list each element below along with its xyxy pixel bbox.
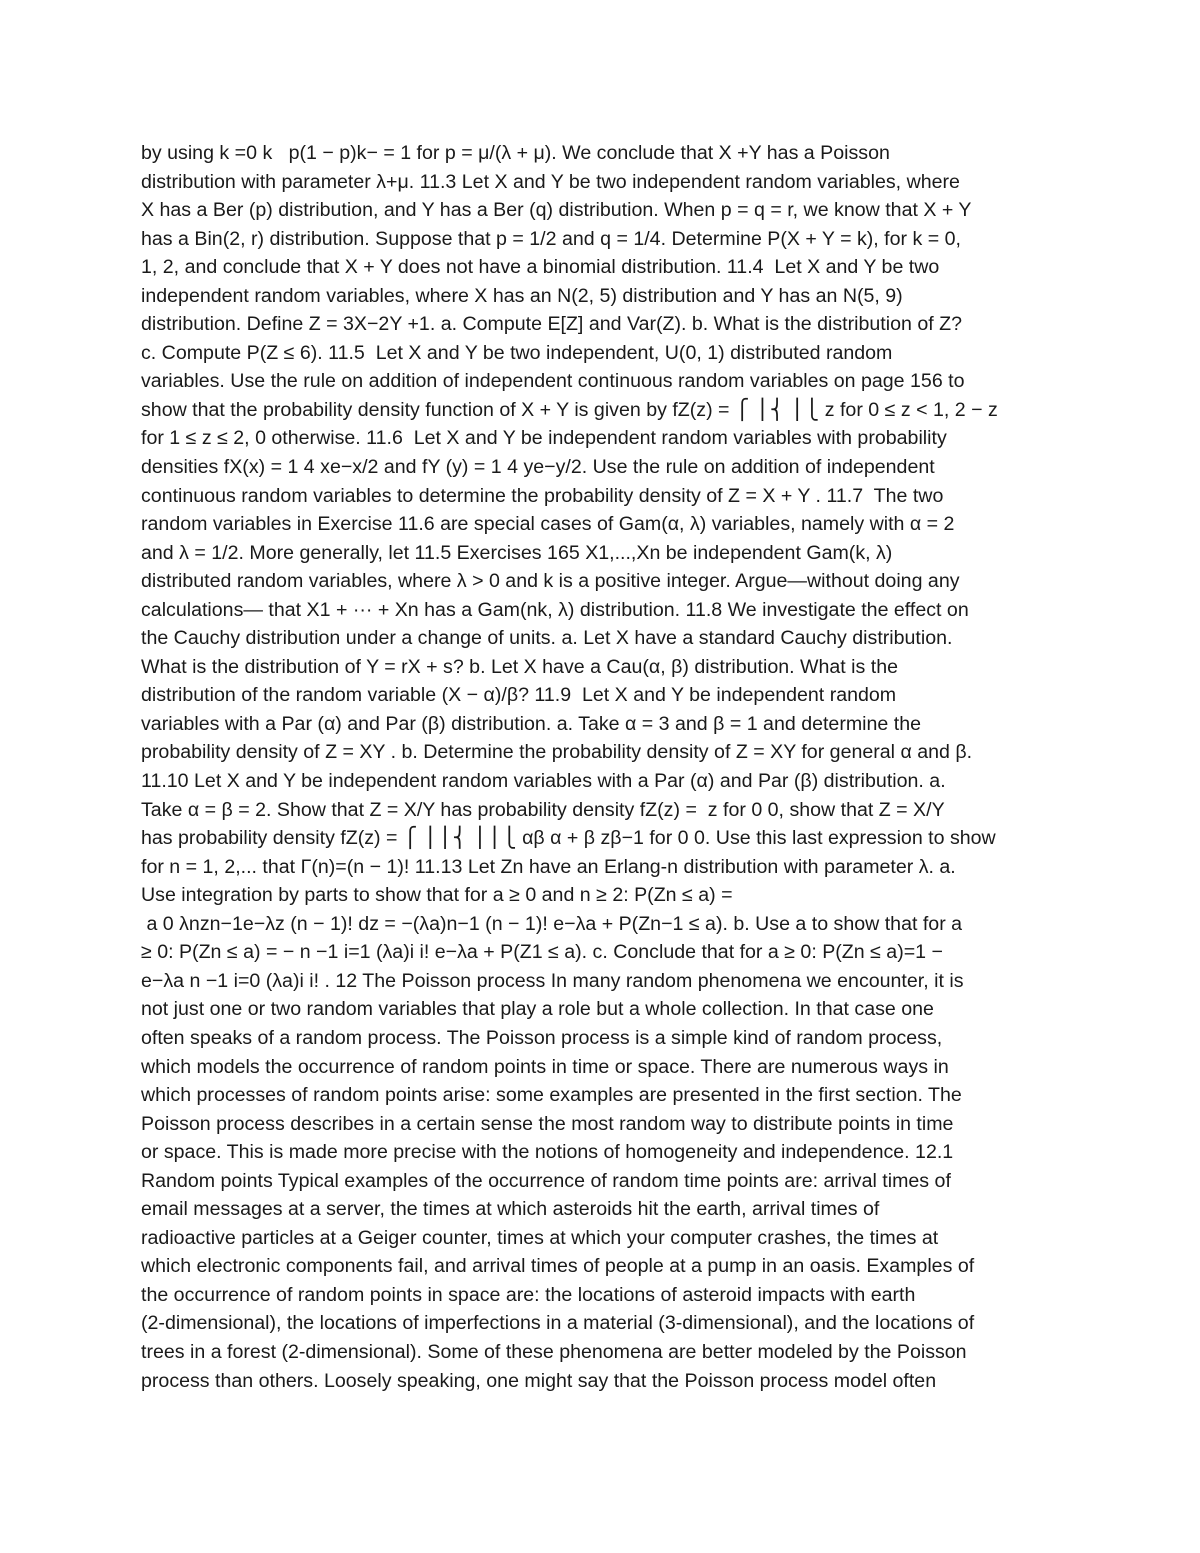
- text-line: or space. This is made more precise with the notions of homogeneity and independence. 12.1: [141, 1141, 954, 1164]
- body-text: [141, 139, 1071, 1395]
- text-line: for 1 ≤ z ≤ 2, 0 otherwise. 11.6 Let X and Y be independent random variables with probability: [141, 427, 947, 450]
- text-line: process than others. Loosely speaking, one might say that the Poisson process model often: [141, 1369, 937, 1392]
- text-line: a 0 λnzn−1e−λz (n − 1)! dz = −(λa)n−1 (n − 1)! e−λa + P(Zn−1 ≤ a). b. Use a to show that for a: [141, 912, 963, 935]
- text-line: trees in a forest (2-dimensional). Some of these phenomena are better modeled by the Poisson: [141, 1340, 967, 1363]
- text-line: continuous random variables to determine the probability density of Z = X + Y . 11.7 The two: [141, 484, 944, 507]
- text-line: radioactive particles at a Geiger counter, times at which your computer crashes, the times at: [141, 1226, 939, 1249]
- text-line: which electronic components fail, and arrival times of people at a pump in an oasis. Examples of: [141, 1255, 975, 1278]
- text-line: variables with a Par (α) and Par (β) distribution. a. Take α = 3 and β = 1 and determine the: [141, 712, 921, 735]
- text-line: ≥ 0: P(Zn ≤ a) = − n −1 i=1 (λa)i i! e−λa + P(Z1 ≤ a). c. Conclude that for a ≥ 0: P(Zn ≤ a)=1 −: [141, 941, 943, 964]
- text-line: variables. Use the rule on addition of independent continuous random variables on page 156 to: [141, 370, 965, 393]
- text-line: for n = 1, 2,... that Γ(n)=(n − 1)! 11.13 Let Zn have an Erlang-n distribution with parameter λ. a.: [141, 855, 956, 878]
- text-line: X has a Ber (p) distribution, and Y has a Ber (q) distribution. When p = q = r, we know that X + Y: [141, 199, 972, 222]
- text-line: distribution. Define Z = 3X−2Y +1. a. Compute E[Z] and Var(Z). b. What is the distribution of Z?: [141, 313, 962, 336]
- text-line: Random points Typical examples of the occurrence of random time points are: arrival times of: [141, 1169, 951, 1192]
- text-line: and λ = 1/2. More generally, let 11.5 Exercises 165 X1,...,Xn be independent Gam(k, λ): [141, 541, 893, 564]
- text-line: show that the probability density function of X + Y is given by fZ(z) = ⎧ ⎪⎨ ⎪⎩ z for 0 ≤ z < 1, 2 − z: [141, 398, 998, 421]
- text-line: by using k =0 k p(1 − p)k− = 1 for p = μ/(λ + μ). We conclude that X +Y has a Poisson: [141, 142, 890, 164]
- text-line: e−λa n −1 i=0 (λa)i i! . 12 The Poisson process In many random phenomena we encounter, it is: [141, 969, 964, 992]
- text-line: 11.10 Let X and Y be independent random variables with a Par (α) and Par (β) distribution. a.: [141, 770, 946, 793]
- text-line: c. Compute P(Z ≤ 6). 11.5 Let X and Y be two independent, U(0, 1) distributed random: [141, 341, 893, 364]
- text-line: calculations— that X1 + ··· + Xn has a Gam(nk, λ) distribution. 11.8 We investigate the effect on: [141, 598, 969, 621]
- text-line: the Cauchy distribution under a change of units. a. Let X have a standard Cauchy distribution.: [141, 627, 953, 650]
- text-line: often speaks of a random process. The Poisson process is a simple kind of random process,: [141, 1026, 943, 1049]
- text-line: distribution with parameter λ+μ. 11.3 Let X and Y be two independent random variables, where: [141, 170, 960, 193]
- text-line: What is the distribution of Y = rX + s? b. Let X have a Cau(α, β) distribution. What is the: [141, 655, 899, 678]
- text-line: distributed random variables, where λ > 0 and k is a positive integer. Argue—without doing any: [141, 570, 960, 593]
- text-line: (2-dimensional), the locations of imperfections in a material (3-dimensional), and the locations of: [141, 1312, 975, 1335]
- text-line: probability density of Z = XY . b. Determine the probability density of Z = XY for general α and β.: [141, 741, 973, 764]
- text-line: has a Bin(2, r) distribution. Suppose that p = 1/2 and q = 1/4. Determine P(X + Y = k), for k = 0,: [141, 227, 961, 250]
- text-line: distribution of the random variable (X − α)/β? 11.9 Let X and Y be independent random: [141, 684, 897, 707]
- text-line: the occurrence of random points in space are: the locations of asteroid impacts with earth: [141, 1283, 916, 1306]
- text-line: which processes of random points arise: some examples are presented in the first section. The: [141, 1084, 962, 1107]
- text-line: 1, 2, and conclude that X + Y does not have a binomial distribution. 11.4 Let X and Y be two: [141, 256, 940, 279]
- text-line: random variables in Exercise 11.6 are special cases of Gam(α, λ) variables, namely with α = 2: [141, 513, 955, 536]
- text-line: email messages at a server, the times at which asteroids hit the earth, arrival times of: [141, 1198, 880, 1221]
- text-line: independent random variables, where X has an N(2, 5) distribution and Y has an N(5, 9): [141, 284, 903, 307]
- text-line: Use integration by parts to show that for a ≥ 0 and n ≥ 2: P(Zn ≤ a) =: [141, 884, 733, 907]
- text-line: has probability density fZ(z) = ⎧ ⎪⎪⎨ ⎪⎪⎩ αβ α + β zβ−1 for 0 0. Use this last expression to show: [141, 827, 996, 850]
- text-line: Poisson process describes in a certain sense the most random way to distribute points in time: [141, 1112, 954, 1135]
- text-line: which models the occurrence of random points in time or space. There are numerous ways in: [141, 1055, 949, 1078]
- text-line: not just one or two random variables that play a role but a whole collection. In that case one: [141, 998, 934, 1021]
- text-line: densities fX(x) = 1 4 xe−x/2 and fY (y) = 1 4 ye−y/2. Use the rule on addition of independent: [141, 456, 935, 479]
- text-line: Take α = β = 2. Show that Z = X/Y has probability density fZ(z) = z for 0 0, show that Z = X/Y: [141, 798, 945, 821]
